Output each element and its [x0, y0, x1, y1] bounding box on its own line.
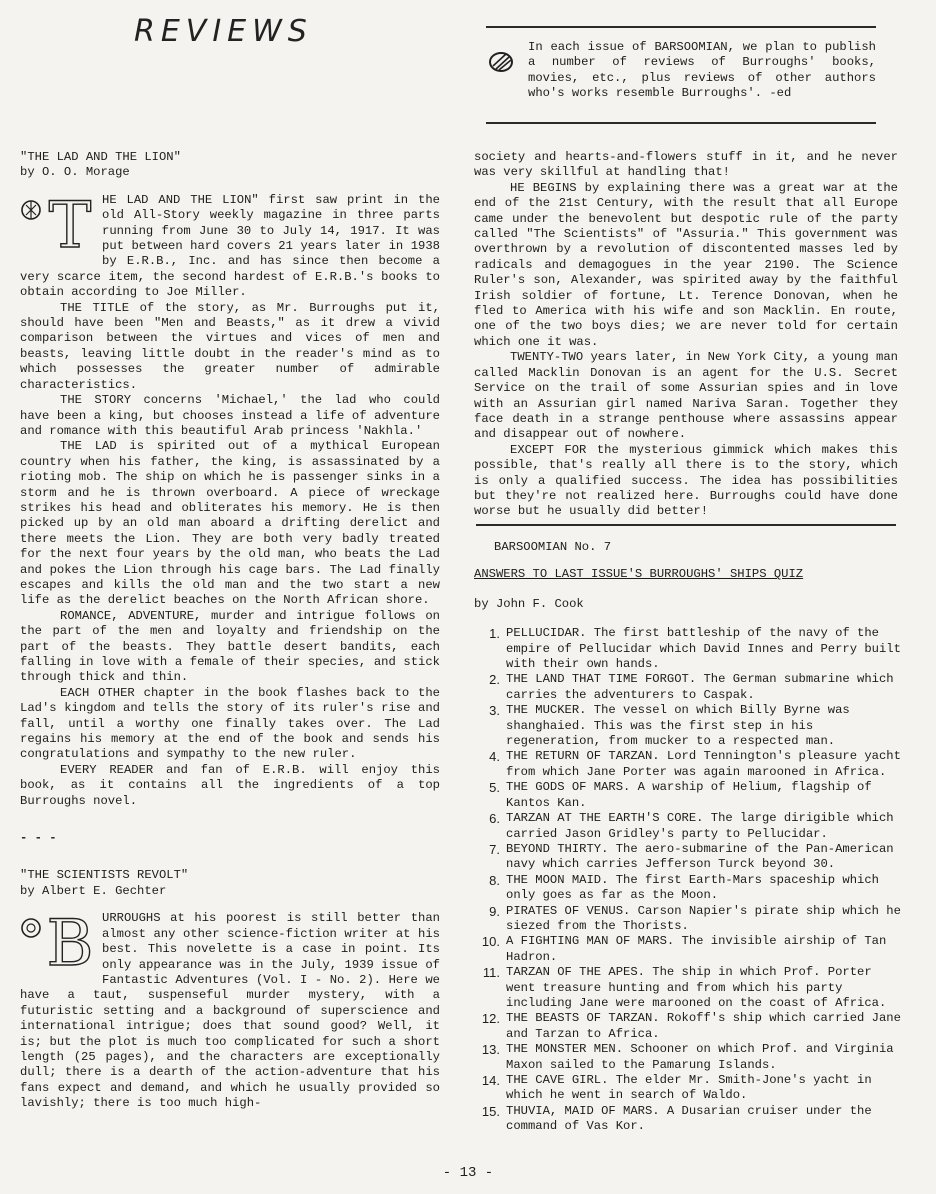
quiz-answer-item — [474, 1042, 902, 1073]
page-header-title: REVIEWS — [134, 14, 313, 49]
review2-paragraph-1: URROUGHS at his poorest is still better than almost any other science-fiction writer at his best. This novelette is a case in point. Its only appearance was in the July, 1939 issue of Fantastic Adventures (Vol. I - No. 2). Here we have a taut, suspenseful murder mystery, with a futuristic setting and a background of superscience and international intrigue; does that sound good? Well, it is; but the plot is much too complicated for such a short length (25 pages), and the characters are exceptionally dull; there is a dearth of the action-adventure that his fans expect and demand, and which he usually provided so lavishly; there is too much high- — [20, 911, 440, 1111]
editor-note-text: In each issue of BARSOOMIAN, we plan to publish a number of reviews of Burroughs' books, movies, etc., plus reviews of other authors who's works resemble Burroughs'. -ed — [528, 40, 876, 101]
review-separator: - - - — [20, 831, 57, 846]
quiz-answer-number: 11. — [482, 965, 500, 981]
left-column — [20, 150, 440, 1112]
quiz-answer-text: THE MONSTER MEN. Schooner on which Prof. and Virginia Maxon sailed to the Pamarung Islands. — [506, 1042, 894, 1072]
quiz-answer-number: 13. — [481, 1042, 500, 1058]
quiz-answer-number: 1. — [489, 626, 500, 642]
quiz-answer-number: 15. — [481, 1103, 500, 1119]
quiz-answer-item — [474, 934, 902, 965]
right-column — [474, 150, 898, 520]
quiz-answer-item — [474, 842, 902, 873]
quiz-answer-item — [474, 780, 902, 811]
review1-title: "THE LAD AND THE LION" — [20, 150, 181, 164]
quiz-answer-item — [474, 965, 902, 1011]
quiz-answer-number: 12. — [481, 1011, 500, 1027]
review1-byline: by O. O. Morage — [20, 165, 130, 180]
review1-paragraph-6: EACH OTHER chapter in the book flashes back to the Lad's kingdom and tells the story of its ruler's rise and fall, until a worthy one finally takes over. The Lad regains his memory at the end of the book and sends his congratulations and sympathy to the new ruler. — [20, 685, 440, 762]
quiz-answer-number: 5. — [489, 780, 500, 796]
quiz-answer-text: THE MUCKER. The vessel on which Billy Byrne was shanghaied. This was the first step in his regeneration, from mucker to a respected man. — [506, 703, 850, 749]
quiz-answer-text: A FIGHTING MAN OF MARS. The invisible airship of Tan Hadron. — [506, 934, 887, 964]
quiz-answer-text: TARZAN OF THE APES. The ship in which Prof. Porter went treasure hunting and from which his party including Jane were marooned on the coast of Africa. — [506, 965, 887, 1010]
quiz-answer-number: 8. — [489, 872, 500, 888]
quiz-answer-text: THE RETURN OF TARZAN. Lord Tennington's pleasure yacht from which Jane Porter was again marooned in Africa. — [506, 749, 901, 779]
quiz-answer-text: THE MOON MAID. The first Earth-Mars spaceship which only goes as far as the Moon. — [506, 872, 879, 903]
quiz-byline: by John F. Cook — [474, 596, 584, 611]
review2-title: "THE SCIENTISTS REVOLT" — [20, 868, 189, 883]
quiz-title — [474, 567, 902, 582]
page-number: - 13 - — [442, 1165, 494, 1181]
review2-paragraph-4: EXCEPT FOR the mysterious gimmick which makes this possible, that's really all there is to the story, which is only a qualified success. The idea has possibilities but they're not realized here. Burroughs could have done worse but he usually did better! — [474, 442, 898, 519]
quiz-answer-text: THE BEASTS OF TARZAN. Rokoff's ship which carried Jane and Tarzan to Africa. — [506, 1011, 901, 1041]
editor-note-top-rule — [486, 26, 876, 28]
quiz-answer-text: THE GODS OF MARS. A warship of Helium, flagship of Kantos Kan. — [506, 780, 872, 810]
review1-paragraph-5: ROMANCE, ADVENTURE, murder and intrigue follows on the part of the men and loyalty and friendship on the part of the beasts. They battle desert bandits, each falling in love with a female of their species, and stick through thick and thin. — [20, 608, 440, 685]
review1-paragraph-4: THE LAD is spirited out of a mythical European country when his father, the king, is assassinated by a rioting mob. The ship on which he is passenger sinks in a storm and he is thrown overboard. A piece of wreckage strikes his head and obliterates his memory. He is then picked up by an old man aboard a drifting derelict and there meets the Lion. They are both very badly treated for the next four years by the old man, who beats the Lad and pokes the Lion through his cage bars. The Lad finally escapes and kills the old man and the two start a new life as the derelict beaches on the North African shore. — [20, 439, 440, 608]
quiz-answer-number: 6. — [489, 811, 500, 827]
quiz-answer-number: 3. — [489, 703, 500, 719]
pencil-doodle-icon — [488, 48, 516, 76]
quiz-answer-number: 10. — [481, 934, 500, 950]
quiz-answer-item — [474, 749, 902, 780]
quiz-top-rule — [476, 524, 896, 526]
quiz-answer-text: THUVIA, MAID OF MARS. A Dusarian cruiser under the command of Vas Kor. — [506, 1103, 872, 1134]
quiz-answer-list — [474, 626, 902, 1134]
quiz-answer-item — [474, 904, 902, 935]
ornament-icon — [20, 915, 42, 945]
quiz-answer-number: 14. — [481, 1073, 500, 1088]
review2-dropcap: B — [46, 907, 94, 982]
quiz-answer-text: BEYOND THIRTY. The aero-submarine of the Pan-American navy which carries Jefferson Turck beyond 30. — [506, 841, 894, 872]
editor-note-bottom-rule — [486, 122, 876, 124]
editor-note — [488, 40, 876, 102]
quiz-section — [474, 540, 902, 1135]
quiz-answer-number: 4. — [489, 749, 500, 765]
quiz-answer-item — [474, 811, 902, 842]
quiz-title-text: ANSWERS TO LAST ISSUE'S BURROUGHS' SHIPS QUIZ — [474, 567, 804, 582]
quiz-answer-item — [474, 672, 902, 703]
quiz-answer-text: PIRATES OF VENUS. Carson Napier's pirate ship which he siezed from the Thorists. — [506, 903, 901, 933]
quiz-answer-number: 2. — [489, 672, 500, 688]
quiz-issue-label: BARSOOMIAN No. 7 — [494, 540, 612, 554]
quiz-answer-item — [474, 1011, 902, 1042]
review1-paragraph-7: EVERY READER and fan of E.R.B. will enjoy this book, as it contains all the ingredients of a top Burroughs novel. — [20, 762, 440, 808]
quiz-answer-item — [474, 1104, 902, 1135]
review1-dropcap: T — [48, 188, 92, 263]
quiz-answer-item — [474, 626, 902, 672]
review1-paragraph-2: THE TITLE of the story, as Mr. Burroughs put it, should have been "Men and Beasts," as it drew a vivid comparison between the virtues and vices of men and beasts, leaving little doubt in the reader's mind as to which possesses the greater number of admirable characteristics. — [20, 300, 440, 392]
review1-paragraph-1: HE LAD AND THE LION" first saw print in the old All-Story weekly magazine in three parts running from June 30 to July 14, 1917. It was put between hard covers 21 years later in 1938 by E.R.B., Inc. and has since then become a very scarce item, the second hardest of E.R.B.'s books to obtain according to Joe Miller. — [20, 192, 440, 300]
review1-paragraph-3: THE STORY concerns 'Michael,' the lad who could have been a king, but chooses instead a life of adventure and romance with this beautiful Arab princess 'Nakhla.' — [20, 393, 440, 438]
quiz-answer-text: THE CAVE GIRL. The elder Mr. Smith-Jone's yacht in which he went in search of Waldo. — [506, 1073, 872, 1103]
review2-byline: by Albert E. Gechter — [20, 883, 167, 898]
review2-paragraph-1-continued: society and hearts-and-flowers stuff in it, and he never was very skillful at handling that! — [474, 150, 898, 180]
quiz-answer-item — [474, 1073, 902, 1104]
quiz-answer-number: 7. — [489, 841, 500, 857]
quiz-answer-text: TARZAN AT THE EARTH'S CORE. The large dirigible which carried Jason Gridley's party to Pellucidar. — [506, 811, 894, 841]
quiz-answer-item — [474, 873, 902, 904]
quiz-answer-text: THE LAND THAT TIME FORGOT. The German submarine which carries the adventurers to Caspak. — [506, 672, 894, 702]
quiz-answer-item — [474, 703, 902, 749]
quiz-answer-number: 9. — [489, 903, 500, 919]
review1-body — [20, 188, 440, 809]
ornament-icon — [20, 197, 42, 227]
review2-paragraph-3: TWENTY-TWO years later, in New York City, a young man called Macklin Donovan is an agent for the U.S. Secret Service on the trail of some Assurian spies and in love with an Assurian girl named Nariva Saran. Together they face death in a strange penthouse where assassins appear and disappear out of nowhere. — [474, 350, 898, 442]
review2-paragraph-2: HE BEGINS by explaining there was a great war at the end of the 21st Century, with the result that all Europe came under the benevolent but despotic rule of the party called "The Scientists" of "Assuria." This government was overthrown by a revolution of discontented masses led by radicals and demagogues in the year 2190. The Science Ruler's son, Alexander, was spirited away by the faithful Irish soldier of fortune, Lt. Terence Donovan, when he fled to America with his wife and son Macklin. En route, one of the two boys dies; we are never told for certain which one it was. — [474, 180, 898, 349]
review2-body — [20, 907, 440, 1111]
quiz-answer-text: PELLUCIDAR. The first battleship of the navy of the empire of Pellucidar which David Innes and Perry built with their own hands. — [506, 626, 901, 672]
